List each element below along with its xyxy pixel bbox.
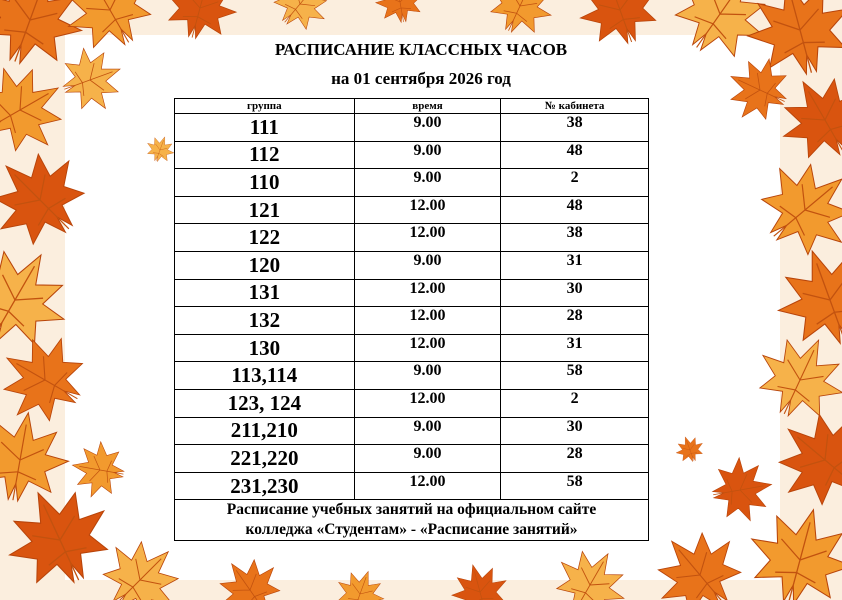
room-cell: 28 bbox=[501, 307, 649, 335]
room-cell: 30 bbox=[501, 417, 649, 445]
page-subtitle: на 01 сентября 2026 год bbox=[331, 69, 511, 88]
table-row bbox=[175, 334, 649, 362]
schedule-table bbox=[174, 98, 649, 541]
time-cell: 12.00 bbox=[354, 279, 501, 307]
table-row bbox=[175, 445, 649, 473]
footer-note bbox=[175, 500, 649, 541]
time-cell: 12.00 bbox=[354, 389, 501, 417]
time-cell: 9.00 bbox=[354, 169, 501, 197]
table-row bbox=[175, 307, 649, 335]
table-row bbox=[175, 141, 649, 169]
maple-leaf-icon bbox=[0, 132, 103, 263]
time-cell: 9.00 bbox=[354, 114, 501, 142]
time-cell: 12.00 bbox=[354, 472, 501, 500]
group-cell: 123, 124 bbox=[175, 389, 355, 417]
table-row bbox=[175, 279, 649, 307]
time-cell: 9.00 bbox=[354, 141, 501, 169]
group-cell: 110 bbox=[175, 169, 355, 197]
maple-leaf-icon bbox=[480, 0, 563, 44]
maple-leaf-icon bbox=[744, 322, 842, 433]
time-cell: 12.00 bbox=[354, 334, 501, 362]
footer-line-1: Расписание учебных занятий на официальном сайте bbox=[226, 501, 597, 519]
group-cell: 221,220 bbox=[175, 445, 355, 473]
table-row bbox=[175, 169, 649, 197]
room-cell: 38 bbox=[501, 114, 649, 142]
table-header-row bbox=[175, 99, 649, 114]
column-header-room: № кабинета bbox=[501, 99, 649, 114]
group-cell: 122 bbox=[175, 224, 355, 252]
time-cell: 12.00 bbox=[354, 307, 501, 335]
column-header-group: группа bbox=[175, 99, 355, 114]
maple-leaf-icon bbox=[205, 545, 291, 600]
room-cell: 58 bbox=[501, 362, 649, 390]
time-cell: 12.00 bbox=[354, 196, 501, 224]
table-row bbox=[175, 362, 649, 390]
maple-leaf-icon bbox=[446, 558, 513, 600]
footer-row bbox=[175, 500, 649, 541]
maple-leaf-icon bbox=[743, 142, 842, 273]
maple-leaf-icon bbox=[763, 233, 842, 359]
room-cell: 38 bbox=[501, 224, 649, 252]
group-cell: 130 bbox=[175, 334, 355, 362]
maple-leaf-icon bbox=[330, 563, 390, 600]
page-title: РАСПИСАНИЕ КЛАССНЫХ ЧАСОВ bbox=[274, 40, 568, 59]
room-cell: 31 bbox=[501, 334, 649, 362]
time-cell: 9.00 bbox=[354, 417, 501, 445]
room-cell: 2 bbox=[501, 169, 649, 197]
group-cell: 121 bbox=[175, 196, 355, 224]
room-cell: 48 bbox=[501, 141, 649, 169]
group-cell: 113,114 bbox=[175, 362, 355, 390]
time-cell: 9.00 bbox=[354, 251, 501, 279]
table-row bbox=[175, 196, 649, 224]
maple-leaf-icon bbox=[263, 0, 339, 40]
group-cell: 231,230 bbox=[175, 472, 355, 500]
maple-leaf-icon bbox=[0, 320, 99, 437]
group-cell: 112 bbox=[175, 141, 355, 169]
room-cell: 2 bbox=[501, 389, 649, 417]
group-cell: 132 bbox=[175, 307, 355, 335]
group-cell: 131 bbox=[175, 279, 355, 307]
footer-line-2: колледжа «Студентам» - «Расписание занятий» bbox=[245, 521, 578, 539]
room-cell: 31 bbox=[501, 251, 649, 279]
room-cell: 30 bbox=[501, 279, 649, 307]
table-row bbox=[175, 114, 649, 142]
table-row bbox=[175, 251, 649, 279]
maple-leaf-icon bbox=[638, 513, 758, 600]
time-cell: 12.00 bbox=[354, 224, 501, 252]
group-cell: 120 bbox=[175, 251, 355, 279]
room-cell: 48 bbox=[501, 196, 649, 224]
group-cell: 111 bbox=[175, 114, 355, 142]
time-cell: 9.00 bbox=[354, 362, 501, 390]
group-cell: 211,210 bbox=[175, 417, 355, 445]
table-row bbox=[175, 472, 649, 500]
maple-leaf-icon bbox=[544, 536, 640, 600]
table-row bbox=[175, 224, 649, 252]
room-cell: 28 bbox=[501, 445, 649, 473]
time-cell: 9.00 bbox=[354, 445, 501, 473]
room-cell: 58 bbox=[501, 472, 649, 500]
column-header-time: время bbox=[354, 99, 501, 114]
table-row bbox=[175, 389, 649, 417]
maple-leaf-icon bbox=[757, 392, 842, 523]
table-row bbox=[175, 417, 649, 445]
maple-leaf-icon bbox=[372, 0, 427, 26]
